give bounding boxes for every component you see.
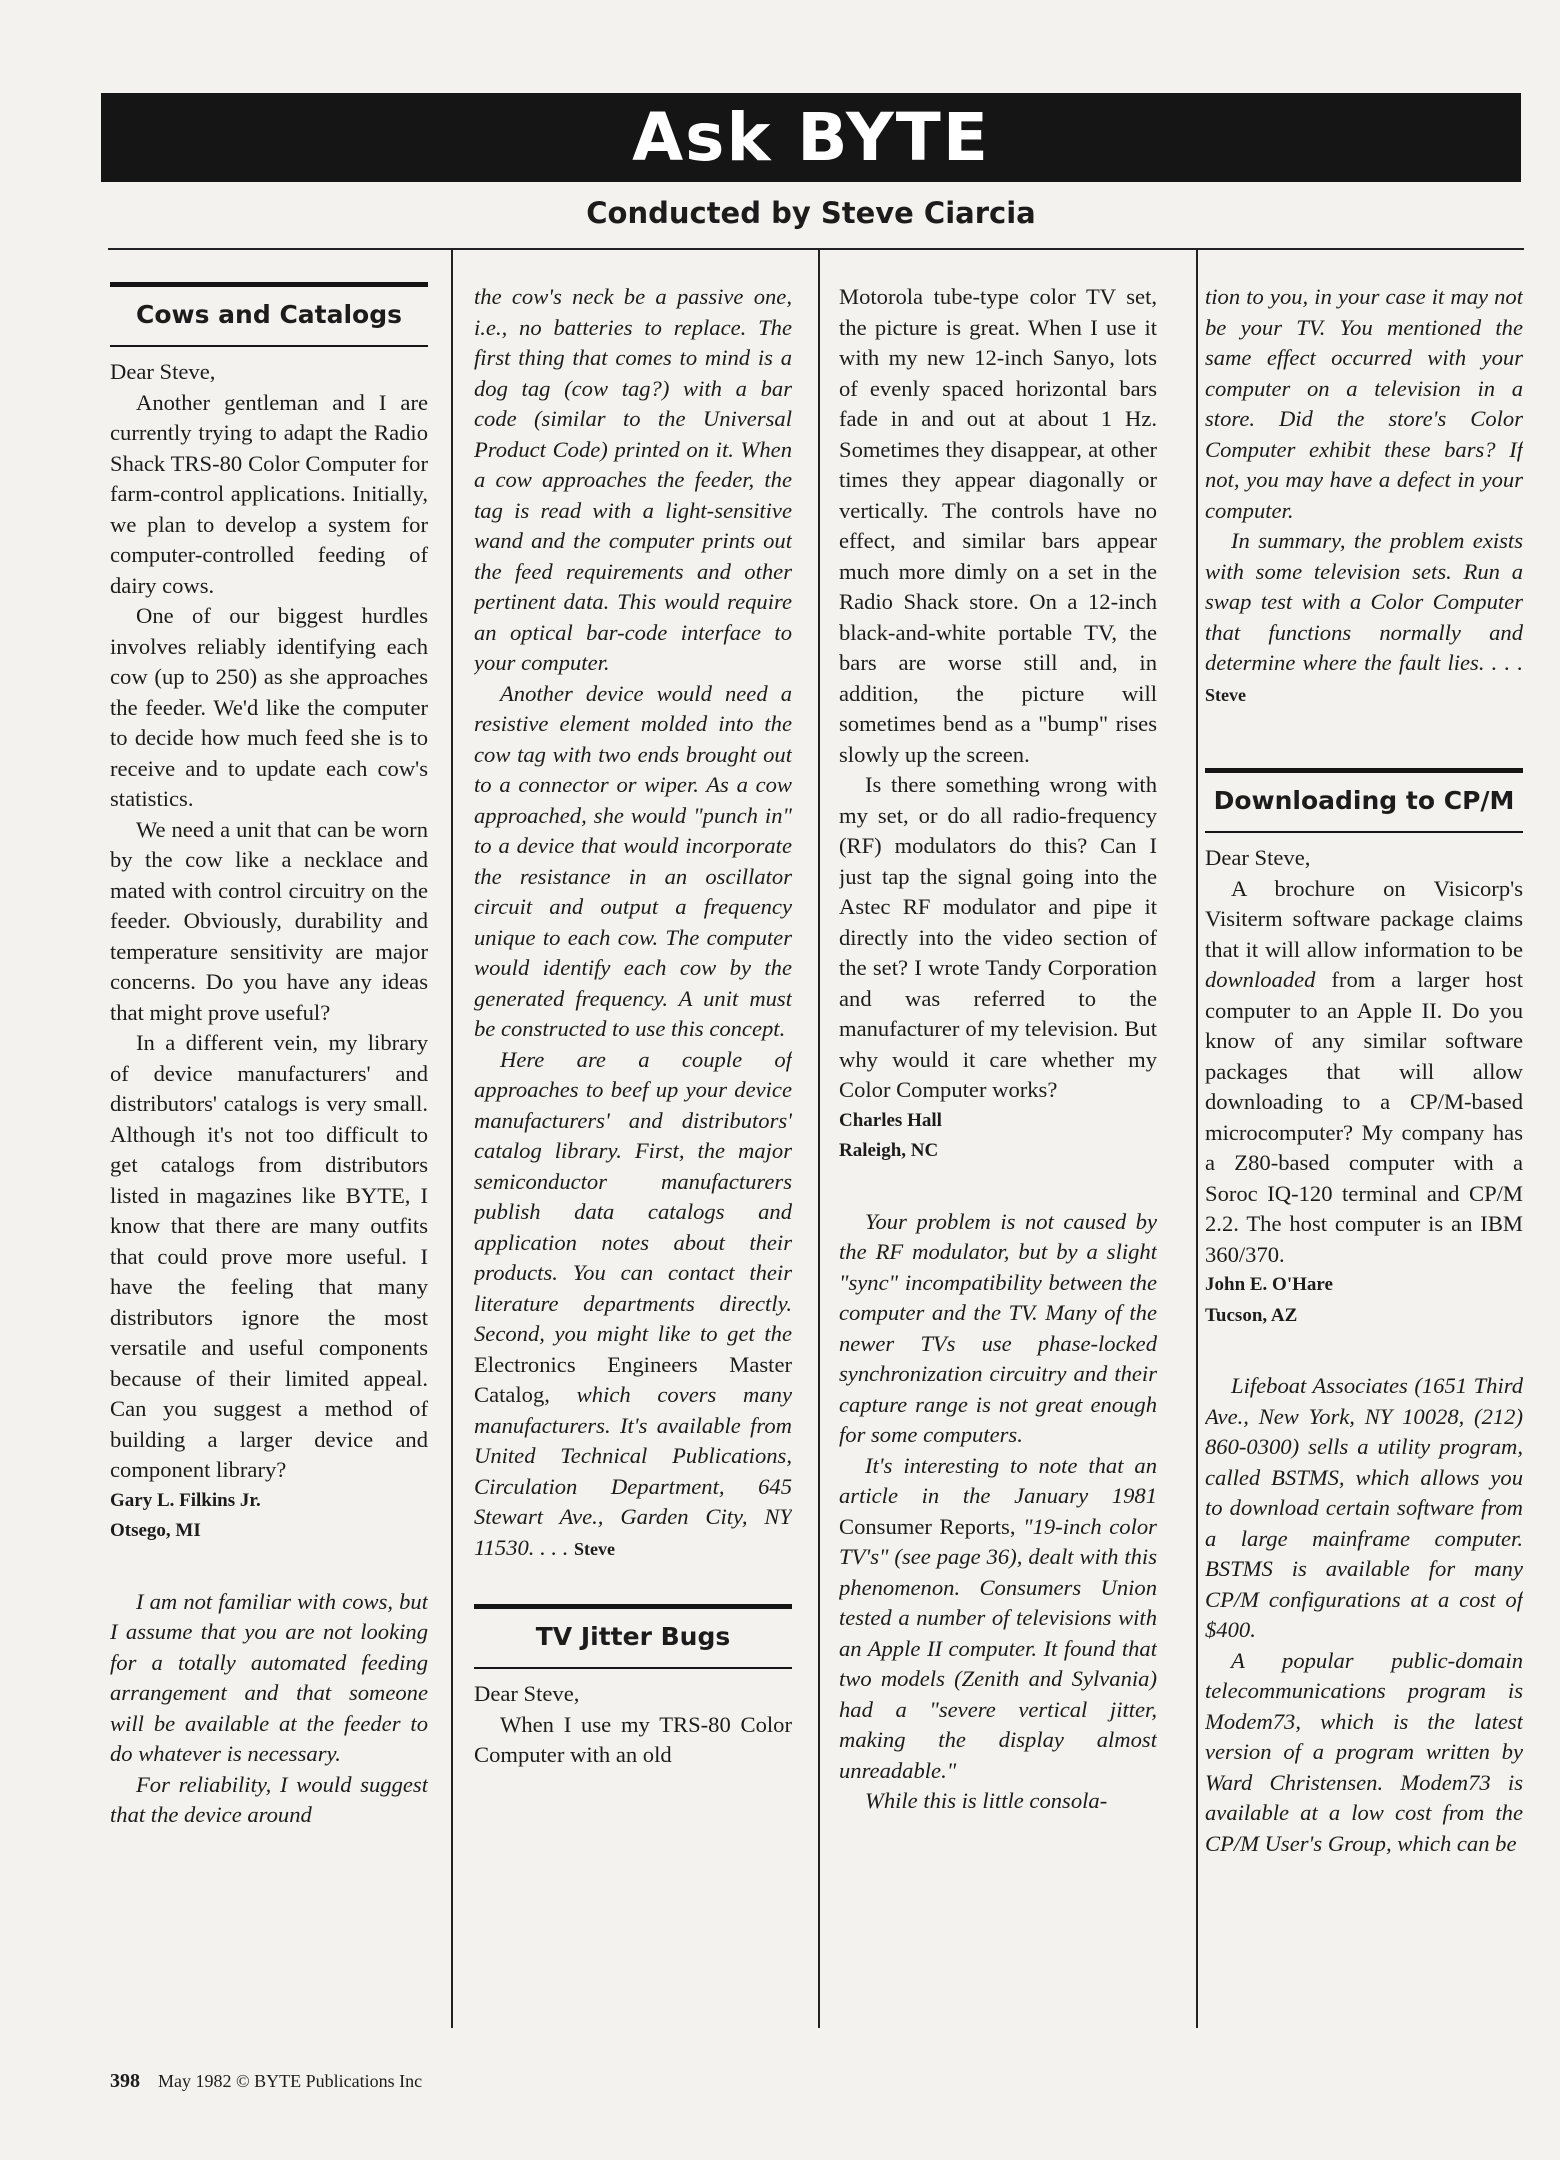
page-banner: Ask BYTE bbox=[101, 93, 1521, 182]
answer-paragraph: tion to you, in your case it may not be your TV. You mentioned the same effect occurred with your computer on a television in a store. Did the store's Color Computer exhibit these bars? If not, you may have a defect in your computer. bbox=[1205, 284, 1523, 523]
letter-author: John E. O'Hare bbox=[1205, 1274, 1333, 1295]
emphasis-word: downloaded bbox=[1205, 967, 1316, 992]
letter-location: Tucson, AZ bbox=[1205, 1304, 1298, 1326]
answer-text: In summary, the problem exists with some television sets. Run a swap test with a Color Computer that functions normally and determine where the fault lies. . . . bbox=[1205, 528, 1523, 675]
column-divider bbox=[451, 250, 453, 2028]
page-number: 398 bbox=[110, 2070, 140, 2092]
answer-signature: Steve bbox=[1205, 684, 1246, 705]
letter-author: Gary L. Filkins Jr. bbox=[110, 1489, 261, 1511]
footer-credit: May 1982 © BYTE Publications Inc bbox=[158, 2071, 423, 2091]
salutation: Dear Steve, bbox=[1205, 845, 1311, 870]
answer-text: "19-inch color TV's" (see page 36), dealt with this phenomenon. Consumers Union tested a number of televisions with an Apple II computer. It found that two models (Zenith and Sylvania) had a "severe vertical jitter, making the display almost unreadable." bbox=[839, 1513, 1157, 1783]
answer-paragraph: A popular public-domain telecommunications program is Modem73, which is the latest version of a program written by Ward Christensen. Modem73 is available at a low cost from the CP/M User's Group, which can be bbox=[1205, 1647, 1523, 1856]
letter-text: from a larger host computer to an Apple II. Do you know of any similar software packages that will allow downloading to a CP/M-based microcomputer? My company has a Z80-based computer with a Soroc IQ-120 terminal and CP/M 2.2. The host computer is an IBM 360/370. bbox=[1205, 967, 1523, 1267]
letter-paragraph: We need a unit that can be worn by the cow like a necklace and mated with control circuitry on the feeder. Obviously, durability and temperature sensitivity are major concerns. Do you have any ideas that might prove useful? bbox=[110, 816, 428, 1025]
column-4 bbox=[1205, 282, 1523, 2027]
answer-text: which covers many manufacturers. It's available from United Technical Publications, Circulation Department, 645 Stewart Ave., Garden City, NY 11530. . . . bbox=[474, 1382, 792, 1560]
section-heading-cows: Cows and Catalogs bbox=[110, 282, 428, 347]
section-heading-downloading: Downloading to CP/M bbox=[1205, 768, 1523, 833]
letter-author: Charles Hall bbox=[839, 1109, 942, 1131]
column-3 bbox=[839, 282, 1157, 2027]
letter-paragraph bbox=[1205, 874, 1523, 1271]
answer-paragraph bbox=[474, 1045, 792, 1565]
answer-paragraph: Another device would need a resistive element molded into the cow tag with two ends brought out to a connector or wiper. As a cow approached, she would "punch in" to a device that would incorporate the resistance in an oscillator circuit and output a frequency unique to each cow. The computer would identify each cow by the generated frequency. A unit must be constructed to use this concept. bbox=[474, 680, 792, 1041]
letter-paragraph: When I use my TRS-80 Color Computer with an old bbox=[474, 1711, 792, 1767]
column-1 bbox=[110, 282, 428, 2027]
salutation: Dear Steve, bbox=[110, 359, 216, 384]
column-divider bbox=[1196, 250, 1198, 2028]
answer-signature: Steve bbox=[574, 1538, 615, 1559]
letter-text: A brochure on Visicorp's Visiterm software package claims that it will allow information to be bbox=[1205, 875, 1523, 962]
column-2 bbox=[474, 282, 792, 2027]
answer-paragraph: Your problem is not caused by the RF modulator, but by a slight "sync" incompatibility between the computer and the TV. Many of the newer TVs use phase-locked synchronization circuitry and their capture range is not great enough for some computers. bbox=[839, 1208, 1157, 1447]
answer-paragraph: While this is little consola- bbox=[865, 1788, 1108, 1813]
letter-location: Otsego, MI bbox=[110, 1520, 201, 1541]
magazine-title: Consumer Reports, bbox=[839, 1513, 1016, 1539]
answer-paragraph: I am not familiar with cows, but I assume that you are not looking for a totally automated feeding arrangement and that someone will be available at the feeder to do whatever is necessary. bbox=[110, 1588, 428, 1766]
column-divider bbox=[818, 250, 820, 2028]
answer-text: It's interesting to note that an article in the January 1981 bbox=[839, 1452, 1157, 1508]
letter-paragraph: Motorola tube-type color TV set, the picture is great. When I use it with my new 12-inch Sanyo, lots of evenly spaced horizontal bars fade in and out at about 1 Hz. Sometimes they disappear, at other times they appear diagonally or vertically. The controls have no effect, and similar bars appear much more dimly on a set in the Radio Shack store. On a 12-inch black-and-white portable TV, the bars are worse still and, in addition, the picture will sometimes bend as a "bump" rises slowly up the screen. bbox=[839, 284, 1157, 767]
letter-location: Raleigh, NC bbox=[839, 1140, 939, 1161]
answer-paragraph: For reliability, I would suggest that the device around bbox=[110, 1771, 428, 1827]
answer-text: Here are a couple of approaches to beef up your device manufacturers' and distributors' catalog library. First, the major semiconductor manufacturers publish data catalogs and application notes about their products. You can contact their literature departments directly. Second, you might like to get the bbox=[474, 1046, 792, 1346]
catalog-title: Electronics Engineers Master Catalog, bbox=[474, 1351, 792, 1407]
answer-paragraph bbox=[839, 1451, 1157, 1787]
answer-paragraph bbox=[1205, 526, 1523, 710]
answer-paragraph: the cow's neck be a passive one, i.e., no batteries to replace. The first thing that comes to mind is a dog tag (cow tag?) with a bar code (similar to the Universal Product Code) printed on it. When a cow approaches the feeder, the tag is read with a light-sensitive wand and the computer prints out the feed requirements and other pertinent data. This would require an optical bar-code interface to your computer. bbox=[474, 284, 792, 675]
letter-paragraph: In a different vein, my library of device manufacturers' and distributors' catalogs is very small. Although it's not too difficult to get catalogs from distributors listed in magazines like BYTE, I know that there are many outfits that could prove more useful. I have the feeling that many distributors ignore the most versatile and useful components because of their limited appeal. Can you suggest a method of building a larger device and component library? bbox=[110, 1030, 428, 1482]
page-footer bbox=[110, 2070, 422, 2093]
letter-paragraph: One of our biggest hurdles involves reliably identifying each cow (up to 250) as she approaches the feeder. We'd like the computer to decide how much feed she is to receive and to update each cow's statistics. bbox=[110, 603, 428, 811]
salutation: Dear Steve, bbox=[474, 1681, 580, 1706]
section-heading-tv-jitter: TV Jitter Bugs bbox=[474, 1604, 792, 1669]
letter-paragraph: Is there something wrong with my set, or do all radio-frequency (RF) modulators do this? Can I just tap the signal going into the Astec RF modulator and pipe it directly into the video section of the set? I wrote Tandy Corporation and was referred to the manufacturer of my television. But why would it care whether my Color Computer works? bbox=[839, 772, 1157, 1102]
byline: Conducted by Steve Ciarcia bbox=[586, 196, 1036, 230]
answer-paragraph: Lifeboat Associates (1651 Third Ave., New York, NY 10028, (212) 860-0300) sells a utility program, called BSTMS, which allows you to download certain software from a large mainframe computer. BSTMS is available for many CP/M configurations at a cost of $400. bbox=[1205, 1373, 1523, 1642]
header-rule bbox=[108, 248, 1524, 250]
letter-paragraph: Another gentleman and I are currently trying to adapt the Radio Shack TRS-80 Color Computer for farm-control applications. Initially, we plan to develop a system for computer-controlled feeding of dairy cows. bbox=[110, 389, 428, 598]
